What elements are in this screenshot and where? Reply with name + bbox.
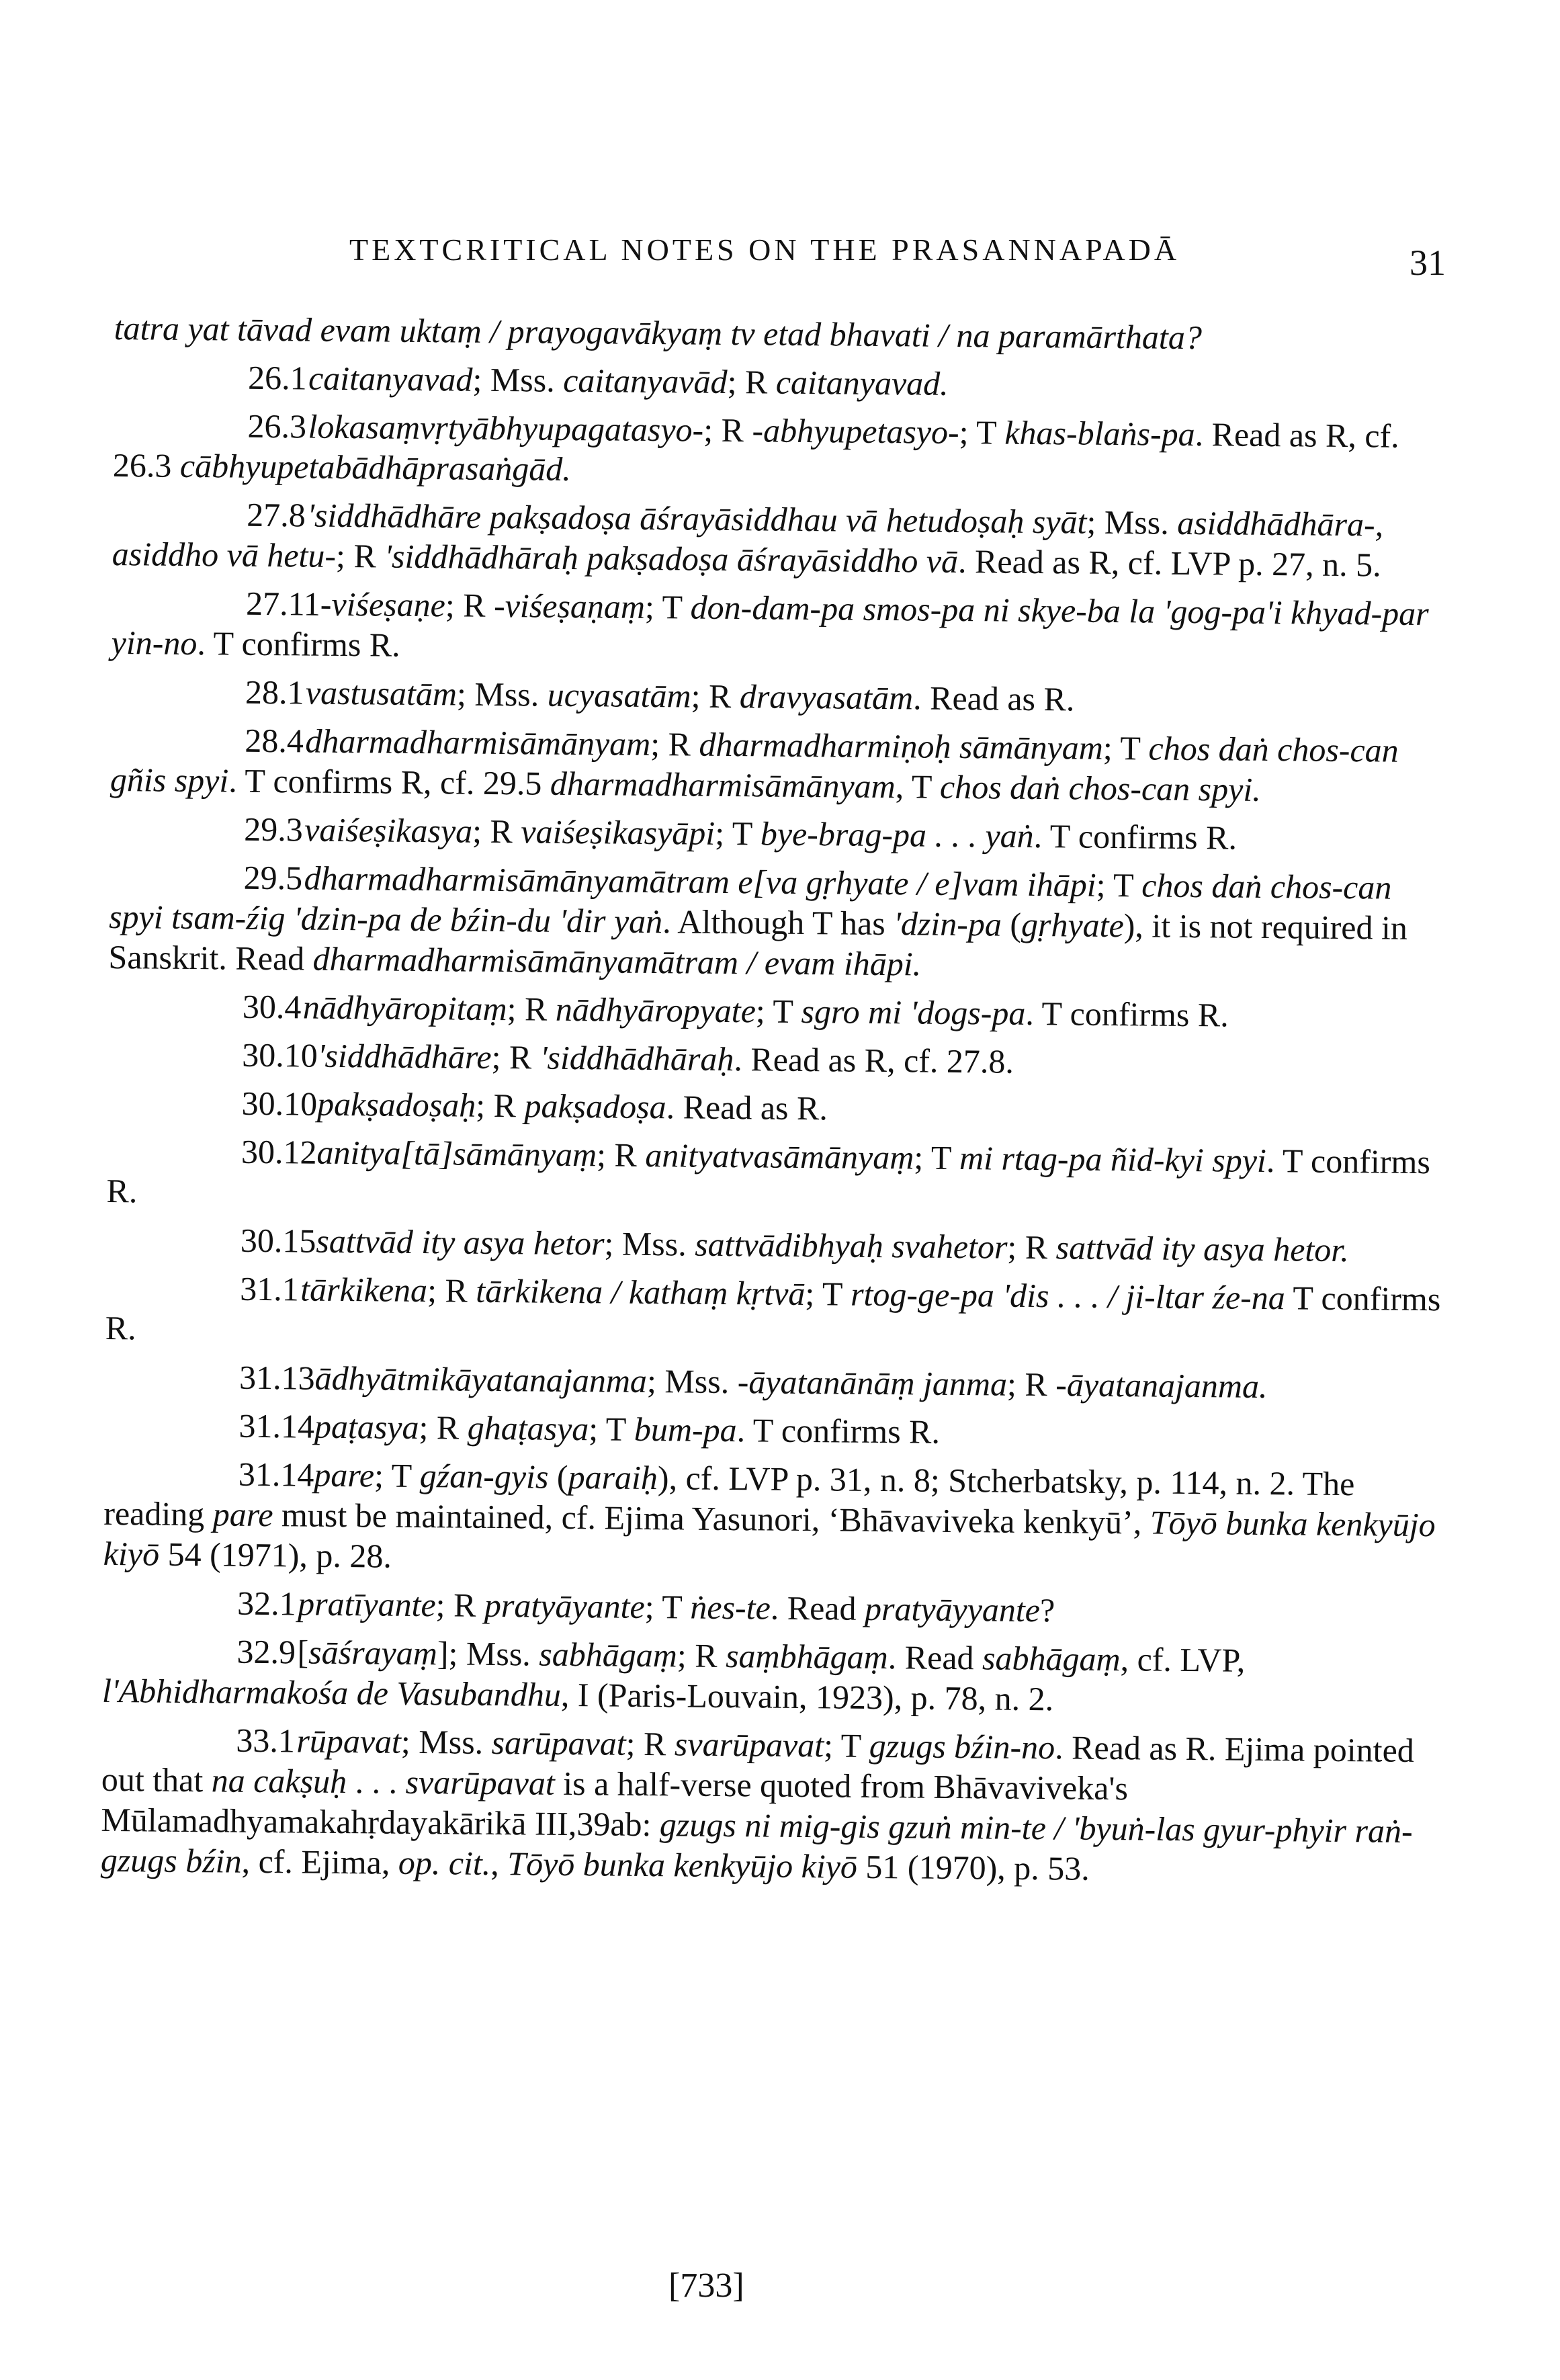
note-reference: 31.13 bbox=[239, 1358, 315, 1397]
transliterated-text: sgro mi 'dogs-pa bbox=[801, 992, 1026, 1032]
transliterated-text: tatra yat tāvad evam uktaṃ / prayogavākyaṃ tv etad bhavati / na paramārthata? bbox=[114, 308, 1203, 357]
transliterated-text: saṃbhāgaṃ bbox=[725, 1637, 889, 1676]
note-text: ; Mss. bbox=[400, 1722, 492, 1761]
transliterated-text: gzugs bźin-no bbox=[869, 1726, 1055, 1767]
running-header: TEXTCRITICAL NOTES ON THE PRASANNAPADĀ bbox=[349, 232, 1180, 267]
note-entry bbox=[107, 1082, 1444, 1134]
transliterated-text: pratīyante bbox=[297, 1584, 436, 1624]
note-text: ; Mss. bbox=[604, 1224, 695, 1263]
transliterated-text: tārkikena / kathaṃ kṛtvā bbox=[476, 1271, 806, 1313]
note-reference: 30.12 bbox=[241, 1132, 317, 1171]
note-text: , cf. LVP, bbox=[1120, 1640, 1246, 1679]
transliterated-text: sarūpavat bbox=[491, 1723, 626, 1762]
note-text: ; T bbox=[823, 1726, 870, 1765]
transliterated-text: -āyatanajanma. bbox=[1055, 1365, 1268, 1406]
note-text: . Read as R. bbox=[666, 1088, 828, 1128]
transliterated-text: svarūpavat bbox=[674, 1725, 824, 1765]
note-text: ; T bbox=[644, 1587, 691, 1626]
transliterated-text: anityatvasāmānyaṃ bbox=[645, 1136, 914, 1177]
transliterated-text: na cakṣuḥ bbox=[211, 1761, 347, 1801]
transliterated-text: asiddhādhāra-, asiddho vā hetu- bbox=[112, 503, 1384, 575]
note-text: ( bbox=[548, 1457, 568, 1496]
note-text: must be maintained, cf. Ejima Yasunori, ‘Bhāvaviveka kenkyū’, bbox=[273, 1496, 1151, 1541]
transliterated-text: 'dzin-pa bbox=[893, 904, 1002, 943]
note-reference: 29.5 bbox=[243, 858, 303, 897]
note-reference: 28.1 bbox=[245, 673, 304, 712]
transliterated-text: -viśeṣaṇe bbox=[320, 585, 446, 624]
note-text: , bbox=[490, 1844, 508, 1883]
transliterated-text: dharmadharmisāmānyamātram / evam ihāpi. bbox=[312, 939, 922, 983]
transliterated-text: khas-blaṅs-pa bbox=[1004, 413, 1195, 454]
note-text: ( bbox=[1001, 905, 1022, 943]
transliterated-text: sabhāgaṃ bbox=[982, 1639, 1121, 1678]
note-reference: 31.1 bbox=[240, 1269, 300, 1308]
note-entry bbox=[110, 808, 1446, 859]
transliterated-text: 'siddhādhāraḥ bbox=[539, 1038, 734, 1078]
note-entry bbox=[113, 405, 1450, 497]
note-text: ; R bbox=[1006, 1365, 1056, 1404]
note-text: ; R bbox=[691, 677, 740, 716]
note-text: . T confirms R. bbox=[1033, 816, 1238, 857]
transliterated-text: tārkikena bbox=[300, 1270, 428, 1310]
note-reference: 31.14 bbox=[238, 1455, 314, 1494]
transliterated-text: paṭasya bbox=[314, 1407, 419, 1447]
note-text: ; R bbox=[335, 536, 385, 575]
note-text: . T confirms R. bbox=[1025, 994, 1229, 1034]
note-entry bbox=[101, 1719, 1439, 1892]
note-text: . T confirms R. bbox=[197, 624, 400, 664]
note-entry bbox=[103, 1453, 1441, 1585]
transliterated-text: lokasaṃvṛtyābhyupagatasyo- bbox=[308, 407, 704, 449]
note-text: ; R bbox=[435, 1586, 485, 1624]
transliterated-text: nādhyāropitaṃ bbox=[302, 988, 507, 1028]
note-entry bbox=[105, 1356, 1442, 1408]
transliterated-text: rtog-ge-pa 'dis . . . / ji-ltar źe-na bbox=[850, 1275, 1286, 1317]
note-reference: 26.3 bbox=[247, 407, 307, 445]
note-text: ; T bbox=[914, 1138, 960, 1177]
transliterated-text: dravyasatām bbox=[739, 677, 914, 717]
note-reference: 33.1 bbox=[236, 1721, 296, 1760]
transliterated-text: sāśrayaṃ bbox=[308, 1633, 438, 1672]
note-entry bbox=[112, 493, 1450, 585]
note-text: . Read as R. Ejima pointed out that bbox=[101, 1728, 1415, 1799]
note-entry bbox=[105, 1267, 1442, 1359]
transliterated-text: gṛhyate bbox=[1021, 905, 1125, 945]
transliterated-text: ṅes-te bbox=[690, 1588, 771, 1627]
note-text: ; Mss. bbox=[456, 675, 548, 714]
note-reference: 27.11 bbox=[245, 584, 321, 623]
transliterated-text: bye-brag-pa . . . yaṅ bbox=[760, 814, 1034, 855]
note-reference: 30.10 bbox=[241, 1084, 318, 1123]
note-reference: 30.15 bbox=[240, 1221, 316, 1260]
note-text: ; R bbox=[472, 812, 521, 851]
note-text: ; R bbox=[703, 411, 752, 450]
transliterated-text: caitanyavād bbox=[562, 361, 728, 400]
transliterated-text: 'siddhādhāre bbox=[317, 1036, 492, 1076]
page-number: 31 bbox=[1410, 243, 1446, 283]
note-text: . Read as R. bbox=[912, 679, 1075, 718]
note-text: ; T bbox=[714, 814, 761, 853]
transliterated-text: dharmadharmisāmānyamātram e[va gṛhyate / e]vam ihāpi bbox=[304, 859, 1096, 904]
transliterated-text: ghaṭasya bbox=[467, 1408, 589, 1448]
note-text: ; R bbox=[677, 1636, 726, 1675]
transliterated-text: chos daṅ chos-can spyi tsam-źig 'dzin-pa de bźin-du 'dir yaṅ bbox=[108, 866, 1392, 941]
transliterated-text: 'siddhādhāre pakṣadoṣa āśrayāsiddhau vā hetudoṣaḥ syāt bbox=[307, 496, 1087, 541]
transliterated-text: vaiśeṣikasyāpi bbox=[521, 812, 716, 852]
note-text: ; R bbox=[427, 1271, 476, 1310]
note-text: . T confirms R. bbox=[106, 1142, 1431, 1210]
transliterated-text: dharmadharmisāmānyam bbox=[305, 722, 651, 763]
note-text: ; T bbox=[1096, 865, 1142, 904]
note-entry bbox=[111, 671, 1448, 722]
transliterated-text: pratyāyyante bbox=[864, 1589, 1041, 1629]
note-text: is a half-verse quoted from Bhāvaviveka's Mūlamadhyamakahṛdayakārikā III,39ab: bbox=[101, 1764, 1129, 1844]
note-text: ), it is not required in Sanskrit. Read bbox=[108, 906, 1408, 978]
note-text: . Read as R, cf. LVP p. 27, n. 5. bbox=[957, 542, 1381, 584]
note-text: ; R bbox=[650, 724, 699, 763]
note-text: . Although T has bbox=[662, 902, 894, 943]
transliterated-text: ādhyātmikāyatanajanma bbox=[314, 1359, 648, 1400]
transliterated-text: gzugs ni mig-gis gzuṅ min-te / 'byuṅ-las gyur-phyir raṅ-gzugs bźin bbox=[100, 1805, 1413, 1880]
note-entry bbox=[104, 1404, 1441, 1456]
note-entry bbox=[114, 356, 1450, 408]
transliterated-text: sattvād ity asya hetor bbox=[316, 1222, 605, 1263]
note-text: ; Mss. bbox=[472, 360, 564, 399]
note-text: ), cf. LVP p. 31, n. 8; Stcherbatsky, p. 114, n. 2. The reading bbox=[103, 1459, 1355, 1533]
transliterated-text: chos daṅ chos-can spyi. bbox=[939, 767, 1261, 808]
note-text: ; R bbox=[419, 1408, 468, 1447]
note-reference: 32.9 bbox=[236, 1632, 296, 1671]
transliterated-text: sattvādibhyaḥ svahetor bbox=[695, 1225, 1008, 1266]
transliterated-text: mi rtag-pa ñid-kyi spyi bbox=[959, 1139, 1267, 1180]
transliterated-text: nādhyāropyate bbox=[555, 990, 756, 1030]
transliterated-text: rūpavat bbox=[296, 1722, 402, 1760]
note-text: [ bbox=[297, 1633, 309, 1671]
note-entry bbox=[102, 1630, 1440, 1722]
note-text: ? bbox=[1039, 1591, 1055, 1629]
transliterated-text: gźan-gyis bbox=[419, 1457, 549, 1496]
transliterated-text: vaiśeṣikasya bbox=[304, 810, 473, 850]
transliterated-text: anitya[tā]sāmānyaṃ bbox=[316, 1133, 597, 1174]
transliterated-text: pakṣadoṣa bbox=[524, 1087, 666, 1126]
note-text: . T confirms R. bbox=[736, 1411, 941, 1451]
note-text: ; T bbox=[374, 1456, 421, 1495]
note-entry bbox=[106, 1219, 1443, 1271]
transliterated-text: -āyatanānāṃ janma bbox=[737, 1363, 1008, 1403]
transliterated-text: svarūpavat bbox=[405, 1762, 556, 1802]
transliterated-text: 'siddhādhāraḥ pakṣadoṣa āśrayāsiddho vā bbox=[384, 537, 959, 580]
transliterated-text: chos daṅ chos-can gñis spyi bbox=[110, 729, 1399, 800]
note-reference: 29.3 bbox=[243, 810, 303, 849]
transliterated-text: -viśeṣaṇaṃ bbox=[493, 586, 646, 626]
note-text: ; R bbox=[445, 586, 494, 624]
note-text: , I (Paris-Louvain, 1923), p. 78, n. 2. bbox=[560, 1675, 1054, 1718]
note-text: ; R bbox=[476, 1086, 525, 1125]
note-text: ; R bbox=[491, 1037, 541, 1076]
note-text: ; R bbox=[507, 990, 556, 1028]
note-text: 51 (1970), p. 53. bbox=[857, 1847, 1090, 1887]
note-reference: 30.4 bbox=[242, 987, 302, 1026]
note-text: . . . bbox=[346, 1762, 406, 1801]
transliterated-text: pakṣadoṣaḥ bbox=[316, 1085, 476, 1124]
note-text: ; T bbox=[644, 587, 691, 626]
folio-number: [733] bbox=[668, 2266, 744, 2305]
note-reference: 31.14 bbox=[239, 1406, 315, 1445]
transliterated-text: don-dam-pa smos-pa ni skye-ba la 'gog-pa'i khyad-par yin-no bbox=[111, 588, 1429, 663]
note-text: ; Mss. bbox=[1086, 503, 1178, 542]
note-text: . T confirms R, cf. 29.5 bbox=[228, 761, 551, 802]
transliterated-text: caitanyavad bbox=[308, 359, 473, 398]
note-reference: 32.1 bbox=[236, 1584, 296, 1623]
note-text: 54 (1971), p. 28. bbox=[159, 1535, 392, 1575]
note-text: . Read bbox=[887, 1638, 983, 1677]
note-entry bbox=[107, 1033, 1444, 1085]
note-reference: 28.4 bbox=[245, 721, 304, 760]
transliterated-text: cābhyupetabādhāprasaṅgād. bbox=[179, 446, 572, 488]
note-entry bbox=[108, 985, 1445, 1037]
note-text: T confirms R. bbox=[105, 1279, 1441, 1347]
note-text: ; T bbox=[755, 992, 801, 1030]
transliterated-text: paraiḥ bbox=[568, 1457, 658, 1497]
note-text: , T bbox=[895, 767, 941, 806]
note-text: ; R bbox=[596, 1136, 646, 1174]
note-text: . Read bbox=[770, 1588, 865, 1627]
note-entry bbox=[103, 1582, 1440, 1633]
note-entry bbox=[114, 308, 1450, 359]
transliterated-text: pare bbox=[212, 1495, 273, 1534]
note-text: ; R bbox=[625, 1724, 675, 1763]
note-text: ; T bbox=[805, 1275, 851, 1313]
note-text: . Read as R, cf. 26.3 bbox=[112, 415, 1399, 484]
transliterated-text: vastusatām bbox=[305, 673, 458, 713]
transliterated-text: sabhāgaṃ bbox=[539, 1635, 678, 1674]
transliterated-text: l'Abhidharmakośa de Vasubandhu bbox=[101, 1671, 562, 1713]
note-text: ; Mss. bbox=[646, 1361, 738, 1401]
note-entry bbox=[111, 582, 1448, 674]
note-text: . Read as R, cf. 27.8. bbox=[734, 1040, 1014, 1080]
note-text: , cf. Ejima, bbox=[241, 1842, 399, 1881]
note-reference: 30.10 bbox=[242, 1035, 318, 1074]
transliterated-text: pratyāyante bbox=[484, 1586, 646, 1625]
note-reference: 27.8 bbox=[247, 495, 306, 534]
transliterated-text: op. cit. bbox=[398, 1843, 491, 1882]
transliterated-text: ucyasatām bbox=[547, 675, 691, 715]
transliterated-text: caitanyavad. bbox=[775, 363, 949, 402]
transliterated-text: dharmadharmiṇoḥ sāmānyam bbox=[699, 725, 1104, 767]
note-text: ; R bbox=[1007, 1228, 1056, 1267]
transliterated-text: sattvād ity asya hetor. bbox=[1055, 1228, 1349, 1269]
note-entry bbox=[106, 1130, 1444, 1222]
note-text: ; T bbox=[589, 1410, 635, 1448]
transliterated-text: bum-pa bbox=[634, 1410, 737, 1449]
transliterated-text: -abhyupetasyo- bbox=[752, 411, 959, 451]
transliterated-text: pare bbox=[314, 1455, 375, 1494]
note-entry bbox=[108, 856, 1446, 988]
note-text: ; T bbox=[959, 413, 1005, 452]
transliterated-text: Tōyō bunka kenkyūjo kiyō bbox=[507, 1844, 858, 1885]
note-entry bbox=[110, 719, 1448, 811]
note-reference: 26.1 bbox=[247, 358, 307, 397]
note-text: ; R bbox=[727, 362, 777, 401]
note-text: ; T bbox=[1102, 728, 1149, 767]
transliterated-text: dharmadharmisāmānyam bbox=[550, 764, 896, 806]
notes-body bbox=[100, 308, 1450, 1900]
note-text: ]; Mss. bbox=[437, 1634, 539, 1673]
transliterated-text: Tōyō bunka kenkyūjo kiyō bbox=[103, 1503, 1436, 1573]
